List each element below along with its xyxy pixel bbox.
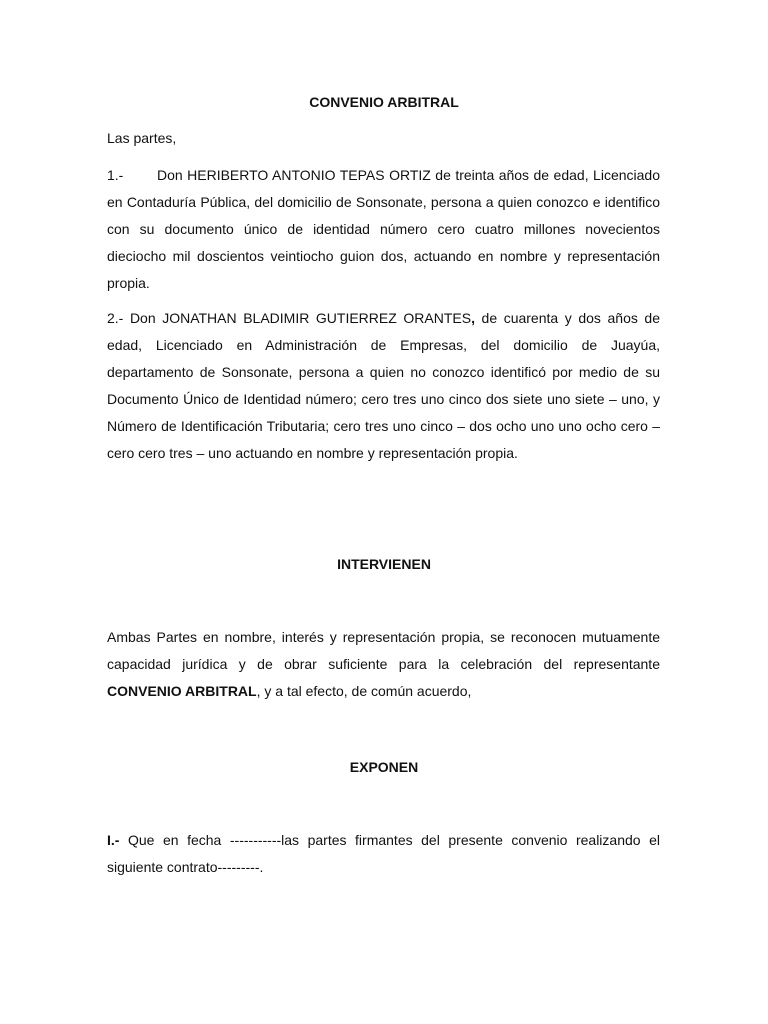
exponen-item-number: I.- [107, 832, 120, 848]
intro-text: Las partes, [107, 130, 177, 146]
party-1-text: Don HERIBERTO ANTONIO TEPAS ORTIZ de treinta años de edad, Licenciado en Contaduría Pública, del domicilio de Sonsonate, persona a quien conozco e identifico con su documento único de identidad número cero cuatro millones novecientos dieciocho mil doscientos veintiocho guion dos, actuando en nombre y representación propia. [107, 167, 660, 291]
party-2-text: de cuarenta y dos años de edad, Licenciado en Administración de Empresas, del domicilio de Juayúa, departamento de Sonsonate, persona a quien no conozco identificó por medio de su Documento Único de Identidad número; cero tres uno cinco dos siete uno siete – uno, y Número de Identificación Tributaria; cero tres uno cinco – dos ocho uno uno ocho cero – cero cero tres – uno actuando en nombre y representación propia. [107, 310, 661, 461]
document-title: CONVENIO ARBITRAL [309, 94, 459, 110]
party-2-comma: , [471, 310, 475, 326]
intervienen-text-after: , y a tal efecto, de común acuerdo, [256, 683, 472, 699]
intervienen-text-before: Ambas Partes en nombre, interés y representación propia, se reconocen mutuamente capacidad jurídica y de obrar suficiente para la celebración del representante [107, 629, 660, 672]
intervienen-paragraph [107, 624, 660, 705]
heading-exponen: EXPONEN [349, 759, 419, 775]
exponen-item-paragraph [107, 827, 660, 881]
exponen-item-text: Que en fecha -----------las partes firmantes del presente convenio realizando el siguiente contrato---------. [107, 832, 660, 875]
intervienen-bold-title: CONVENIO ARBITRAL [107, 683, 257, 699]
heading-intervienen: INTERVIENEN [337, 556, 431, 572]
party-1-paragraph [107, 162, 660, 297]
party-2-number: 2.- [107, 310, 124, 326]
party-1-number: 1.- [107, 167, 124, 183]
party-2-name: Don JONATHAN BLADIMIR GUTIERREZ ORANTES [129, 310, 472, 326]
party-2-paragraph [107, 305, 660, 467]
